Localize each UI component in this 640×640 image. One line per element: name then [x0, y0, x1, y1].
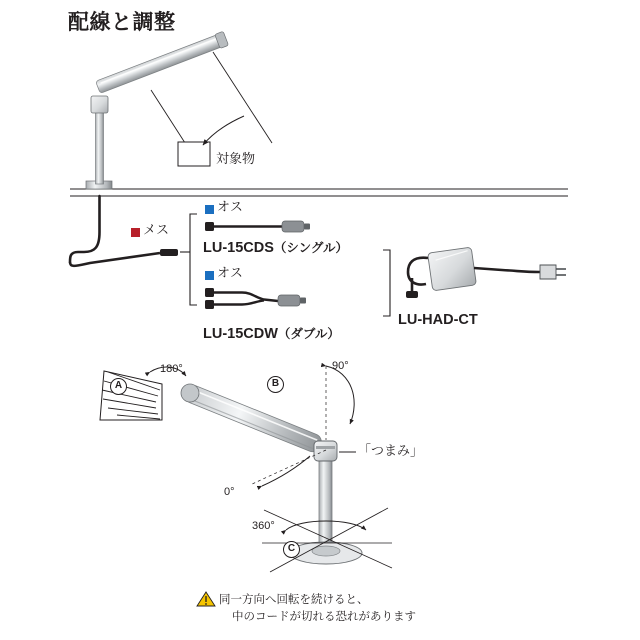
cable-double-code: LU-15CDW [203, 326, 278, 342]
cable-single-caption [203, 238, 348, 258]
label-male-single: オス [217, 199, 243, 214]
badge-a: A [110, 378, 127, 395]
label-target-object: 対象物 [216, 151, 256, 166]
badge-c: C [283, 541, 300, 558]
label-angle-360: 360° [252, 520, 275, 532]
label-angle-0: 0° [224, 486, 235, 498]
label-knob: 「つまみ」 [358, 443, 424, 458]
page-title: 配線と調整 [68, 11, 176, 34]
label-angle-180: 180° [160, 363, 183, 375]
male-marker-square-double [205, 271, 214, 280]
cable-double-suffix: （ダブル） [277, 327, 340, 341]
cable-double-caption [203, 324, 340, 344]
label-angle-90: 90° [332, 360, 349, 372]
female-marker-square [131, 228, 140, 237]
warning-line-2: 中のコードが切れる恐れがあります [232, 611, 416, 623]
adapter-code: LU-HAD-CT [398, 312, 478, 328]
label-male-double: オス [217, 265, 243, 280]
cable-single-code: LU-15CDS [203, 240, 274, 256]
label-female: メス [143, 222, 170, 237]
badge-b: B [267, 376, 284, 393]
warning-line-1: 同一方向へ回転を続けると、 [219, 594, 369, 606]
cable-single-suffix: （シングル） [273, 241, 348, 255]
male-marker-square-single [205, 205, 214, 214]
